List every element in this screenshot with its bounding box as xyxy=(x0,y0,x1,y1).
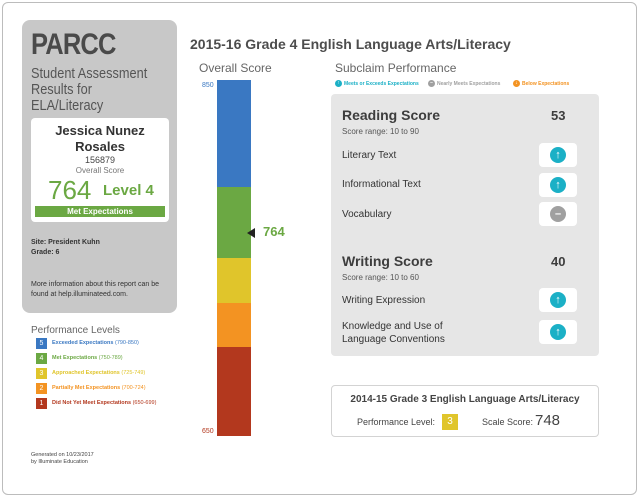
claim-writing-expression: Writing Expression xyxy=(342,295,426,306)
level-1-label: Did Not Yet Meet Expectations xyxy=(52,400,132,406)
claim-vocabulary: Vocabulary xyxy=(342,209,392,220)
level-1-badge: 1 xyxy=(36,398,47,409)
grade-value: 6 xyxy=(55,249,60,256)
claim-informational-text-indicator xyxy=(539,173,577,197)
writing-score-range: Score range: 10 to 60 xyxy=(342,273,419,282)
level-2-label: Partially Met Expectations xyxy=(52,385,121,391)
writing-score-title: Writing Score xyxy=(342,253,433,269)
level-1-range: (650-699) xyxy=(132,400,157,406)
claim-informational-text: Informational Text xyxy=(342,179,421,190)
level-2-badge: 2 xyxy=(36,383,47,394)
overall-score-title: Overall Score xyxy=(199,61,272,75)
brand-title: PARCC xyxy=(31,28,116,61)
level-3-badge: 3 xyxy=(36,368,47,379)
claim-vocabulary-indicator xyxy=(539,202,577,226)
level-5-badge: 5 xyxy=(36,338,47,349)
page-title: 2015-16 Grade 4 English Language Arts/Literacy xyxy=(190,36,511,52)
level-5-label: Exceeded Expectations xyxy=(52,340,114,346)
claim-language-conventions: Knowledge and Use of Language Conventions xyxy=(342,321,445,345)
prior-performance-badge: 3 xyxy=(442,414,458,430)
score-band-3 xyxy=(217,258,251,303)
legend-nearly-label: Nearly Meets Expectations xyxy=(437,81,501,87)
footer xyxy=(31,452,94,466)
score-band-5 xyxy=(217,80,251,187)
reading-score-value: 53 xyxy=(551,108,566,123)
score-marker-value: 764 xyxy=(263,224,285,240)
arrow-up-icon: ↑ xyxy=(550,177,566,193)
performance-level: Level 4 xyxy=(103,182,154,199)
subclaim-panel xyxy=(331,94,599,356)
score-band-4 xyxy=(217,187,251,258)
student-name: Jessica Nunez Rosales xyxy=(55,123,145,154)
grade-label: Grade: xyxy=(31,249,54,256)
score-marker-icon xyxy=(247,228,255,238)
prior-year-title: 2014-15 Grade 3 English Language Arts/Literacy xyxy=(350,394,580,405)
student-card xyxy=(31,118,169,222)
prior-performance-label: Performance Level: xyxy=(357,417,436,427)
arrow-up-icon: ↑ xyxy=(550,324,566,340)
arrow-up-icon: ↑ xyxy=(335,80,342,87)
performance-levels-title: Performance Levels xyxy=(31,325,120,336)
legend-meets-label: Meets or Exceeds Expectations xyxy=(344,81,419,87)
minus-icon: – xyxy=(428,80,435,87)
scale-min-label: 650 xyxy=(202,428,214,435)
legend-below-label: Below Expectations xyxy=(522,81,570,87)
minus-icon: – xyxy=(550,206,566,222)
arrow-down-icon: ↓ xyxy=(513,80,520,87)
level-4-badge: 4 xyxy=(36,353,47,364)
level-4-label: Met Expectations xyxy=(52,355,98,361)
brand-subtitle: Student Assessment Results for ELA/Literacy xyxy=(31,65,148,114)
prior-scale-value: 748 xyxy=(535,412,561,429)
claim-literary-text-indicator xyxy=(539,143,577,167)
overall-score-label: Overall Score xyxy=(75,166,125,175)
score-band-2 xyxy=(217,303,251,348)
overall-score-value: 764 xyxy=(48,175,92,205)
writing-score-value: 40 xyxy=(551,254,566,269)
student-id: 156879 xyxy=(84,155,116,165)
level-5-range: (790-850) xyxy=(114,340,139,346)
claim-writing-expression-indicator xyxy=(539,288,577,312)
site-value: President Kuhn xyxy=(48,239,100,246)
prior-scale-label: Scale Score: xyxy=(482,417,534,427)
score-band-1 xyxy=(217,347,251,436)
site-label: Site: xyxy=(31,239,47,246)
arrow-up-icon: ↑ xyxy=(550,147,566,163)
level-4-range: (750-789) xyxy=(98,355,123,361)
claim-literary-text: Literary Text xyxy=(342,150,397,161)
prior-year-box xyxy=(331,385,599,437)
reading-score-title: Reading Score xyxy=(342,107,441,123)
level-2-range: (700-724) xyxy=(121,385,146,391)
scale-max-label: 850 xyxy=(202,82,214,89)
arrow-up-icon: ↑ xyxy=(550,292,566,308)
site-info xyxy=(31,238,100,258)
help-info: More information about this report can be found at help.illuminateed.com. xyxy=(31,281,160,298)
reading-score-range: Score range: 10 to 90 xyxy=(342,127,419,136)
generated-date: Generated on 10/23/2017 xyxy=(31,452,94,458)
overall-score-bar xyxy=(217,80,251,436)
status-badge: Met Expectations xyxy=(35,206,165,217)
level-3-range: (725-749) xyxy=(121,370,146,376)
generated-by: by Illuminate Education xyxy=(31,459,88,465)
claim-language-conventions-indicator xyxy=(539,320,577,344)
level-3-label: Approached Expectations xyxy=(52,370,120,376)
subclaim-title: Subclaim Performance xyxy=(335,61,457,75)
